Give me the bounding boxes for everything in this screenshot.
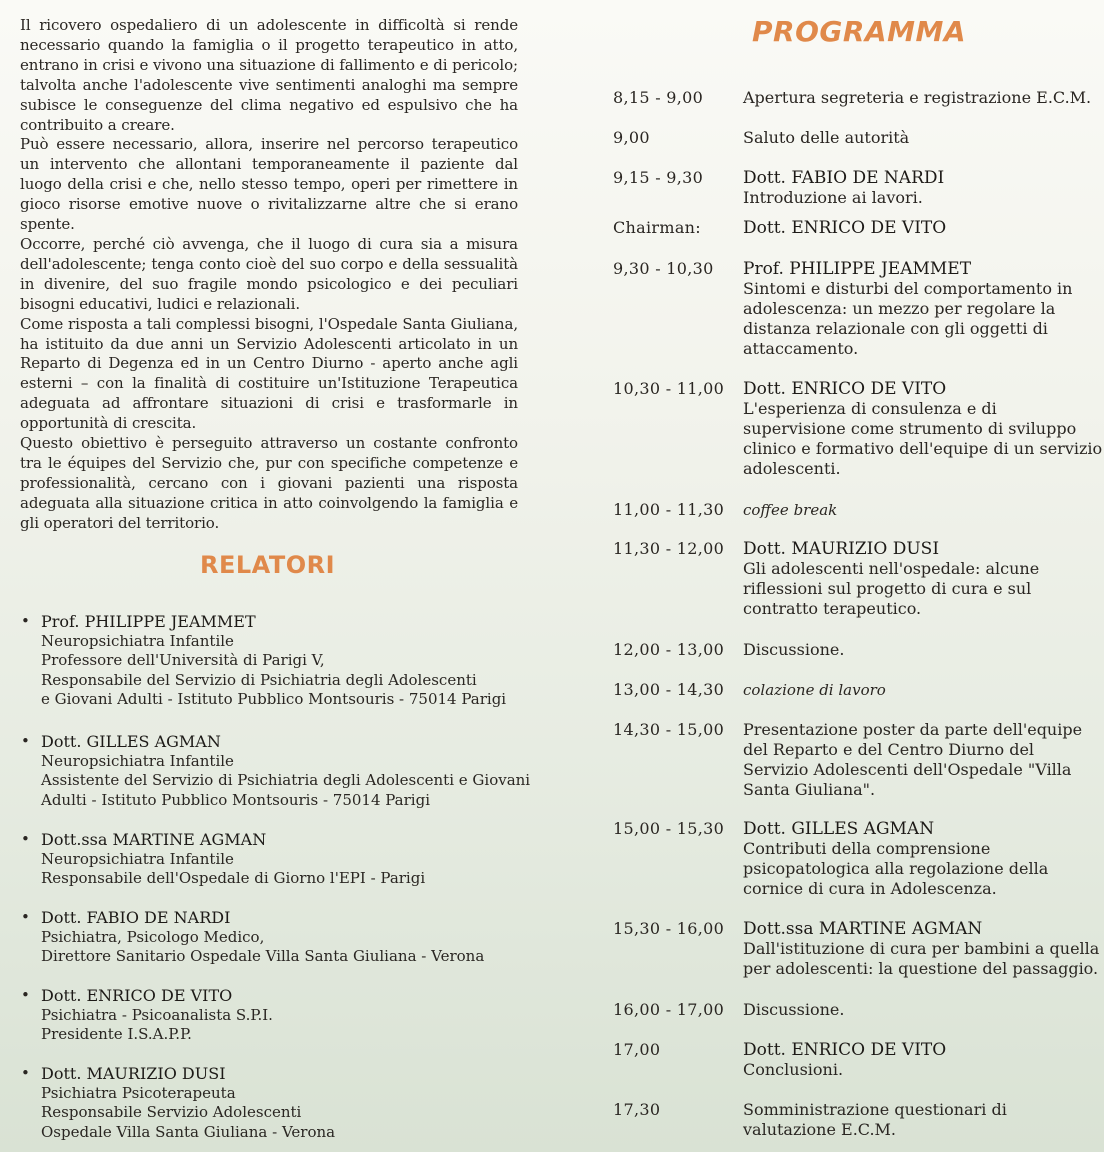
speaker-detail: e Giovani Adulti - Istituto Pubblico Montsouris - 75014 Parigi bbox=[41, 690, 507, 708]
intro-text bbox=[20, 16, 518, 534]
speaker-detail: Assistente del Servizio di Psichiatria degli Adolescenti e Giovani bbox=[41, 771, 531, 789]
program-content bbox=[743, 640, 1104, 660]
speaker-name: Dott. FABIO DE NARDI bbox=[41, 908, 231, 927]
intro-paragraph: Questo obiettivo è perseguito attraverso un costante confronto tra le équipes del Servizio che, pur con specifiche competenze e professionalità, cercano con i giovani pazienti una risposta adeguata alla situazione critica in atto coinvolgendo la famiglia e gli operatori del territorio. bbox=[20, 434, 518, 532]
program-time: 15,00 - 15,30 bbox=[613, 819, 725, 838]
program-description: colazione di lavoro bbox=[743, 681, 886, 699]
program-content bbox=[743, 720, 1104, 800]
program-time: 17,00 bbox=[613, 1040, 661, 1059]
speaker-name: Dott. MAURIZIO DUSI bbox=[41, 1064, 226, 1083]
program-time: 9,00 bbox=[613, 128, 650, 147]
program-description: Gli adolescenti nell'ospedale: alcune riflessioni sul progetto di cura e sul contratto terapeutico. bbox=[743, 559, 1040, 618]
program-content bbox=[743, 88, 1104, 108]
program-time: 11,30 - 12,00 bbox=[613, 539, 725, 558]
program-content bbox=[743, 379, 1104, 479]
intro-paragraph: Può essere necessario, allora, inserire nel percorso terapeutico un intervento che allontani temporaneamente il paziente dal luogo della crisi e che, nello stesso tempo, operi per rimettere in gioco risorse emotive nuove o rivitalizzarne altre che si erano spente. bbox=[20, 135, 518, 234]
program-time: 15,30 - 16,00 bbox=[613, 919, 725, 938]
program-speaker: Dott.ssa MARTINE AGMAN bbox=[743, 919, 983, 939]
speaker-item bbox=[20, 732, 530, 810]
program-time: 13,00 - 14,30 bbox=[613, 680, 725, 699]
program-description: Presentazione poster da parte dell'equipe del Reparto e del Centro Diurno del Servizio Adolescenti dell'Ospedale "Villa Santa Giuliana". bbox=[743, 720, 1083, 799]
program-content bbox=[743, 218, 1104, 238]
program-speaker: Prof. PHILIPPE JEAMMET bbox=[743, 259, 972, 279]
intro-paragraph: Come risposta a tali complessi bisogni, l'Ospedale Santa Giuliana, ha istituito da due anni un Servizio Adolescenti articolato in un Reparto di Degenza ed in un Centro Diurno - aperto anche agli esterni – con la finalità di costituire un'Istituzione Terapeutica adeguata ad affrontare situazioni di crisi e trasformarle in opportunità di crescita. bbox=[20, 314, 518, 433]
program-content bbox=[743, 128, 1104, 148]
program-speaker: Dott. ENRICO DE VITO bbox=[743, 379, 947, 399]
program-content bbox=[743, 819, 1104, 899]
speaker-detail: Responsabile del Servizio di Psichiatria degli Adolescenti bbox=[41, 670, 477, 689]
speaker-detail: Psichiatra Psicoterapeuta bbox=[41, 1083, 236, 1102]
speaker-detail: Professore dell'Università di Parigi V, bbox=[41, 651, 325, 669]
program-time: 14,30 - 15,00 bbox=[613, 720, 725, 739]
program-time: 16,00 - 17,00 bbox=[613, 1000, 725, 1019]
program-description: Introduzione ai lavori. bbox=[743, 188, 923, 207]
program-speaker: Dott. GILLES AGMAN bbox=[743, 819, 935, 839]
program-description: L'esperienza di consulenza e di supervisione come strumento di sviluppo clinico e formativo dell'equipe di un servizio adolescenti. bbox=[743, 399, 1103, 478]
speaker-detail: Ospedale Villa Santa Giuliana - Verona bbox=[41, 1122, 336, 1141]
program-content bbox=[743, 1000, 1104, 1020]
intro-paragraph: Occorre, perché ciò avvenga, che il luogo di cura sia a misura dell'adolescente; tenga conto cioè del suo corpo e della sessualità in divenire, del suo fragile mondo psicologico e dei peculiari bisogni educativi, ludici e relazionali. bbox=[20, 234, 518, 313]
intro-section bbox=[20, 16, 518, 534]
speaker-detail: Neuropsichiatra Infantile bbox=[41, 631, 234, 650]
speaker-item bbox=[20, 908, 484, 967]
bullet-icon: • bbox=[21, 1064, 30, 1082]
speaker-detail: Presidente I.S.A.P.P. bbox=[41, 1025, 192, 1043]
program-description: Discussione. bbox=[743, 1000, 845, 1019]
program-description: coffee break bbox=[743, 501, 838, 519]
speaker-detail: Responsabile dell'Ospedale di Giorno l'EPI - Parigi bbox=[41, 869, 426, 887]
bullet-icon: • bbox=[21, 732, 30, 750]
program-time: 10,30 - 11,00 bbox=[613, 379, 725, 398]
bullet-icon: • bbox=[21, 908, 30, 926]
program-content bbox=[743, 919, 1104, 979]
program-speaker: Dott. ENRICO DE VITO bbox=[743, 218, 947, 238]
program-description: Contributi della comprensione psicopatologica alla regolazione della cornice di cura in Adolescenza. bbox=[743, 839, 1049, 898]
speaker-item bbox=[20, 830, 425, 889]
program-content bbox=[743, 680, 1104, 700]
program-schedule bbox=[613, 0, 1104, 1152]
program-content bbox=[743, 1040, 1104, 1080]
speaker-detail: Adulti - Istituto Pubblico Montsouris - 75014 Parigi bbox=[41, 790, 430, 809]
program-content bbox=[743, 500, 1104, 520]
speaker-name: Dott. ENRICO DE VITO bbox=[41, 986, 233, 1005]
program-description: Apertura segreteria e registrazione E.C.M. bbox=[743, 88, 1092, 107]
speaker-item bbox=[20, 1064, 335, 1142]
bullet-icon: • bbox=[21, 830, 30, 848]
program-description: Conclusioni. bbox=[743, 1060, 844, 1079]
speaker-name: Dott. GILLES AGMAN bbox=[41, 732, 221, 751]
relatori-heading: RELATORI bbox=[200, 551, 336, 579]
program-description: Dall'istituzione di cura per bambini a quella per adolescenti: la questione del passaggio. bbox=[743, 939, 1100, 978]
program-time: 12,00 - 13,00 bbox=[613, 640, 725, 659]
program-time: 9,30 - 10,30 bbox=[613, 259, 714, 278]
program-speaker: Dott. FABIO DE NARDI bbox=[743, 168, 945, 188]
program-content bbox=[743, 168, 1104, 208]
speaker-detail: Neuropsichiatra Infantile bbox=[41, 751, 234, 770]
program-time: Chairman: bbox=[613, 218, 701, 237]
program-description: Somministrazione questionari di valutazione E.C.M. bbox=[743, 1100, 1007, 1139]
program-content bbox=[743, 539, 1104, 619]
program-description: Sintomi e disturbi del comportamento in adolescenza: un mezzo per regolare la distanza relazionale con gli oggetti di attaccamento. bbox=[743, 279, 1073, 358]
speaker-detail: Direttore Sanitario Ospedale Villa Santa Giuliana - Verona bbox=[41, 947, 485, 965]
program-time: 17,30 bbox=[613, 1100, 661, 1119]
program-content bbox=[743, 1100, 1104, 1140]
speaker-detail: Psichiatra, Psicologo Medico, bbox=[41, 927, 265, 946]
program-speaker: Dott. ENRICO DE VITO bbox=[743, 1040, 947, 1060]
program-speaker: Dott. MAURIZIO DUSI bbox=[743, 539, 940, 559]
program-description: Discussione. bbox=[743, 640, 845, 659]
program-content bbox=[743, 259, 1104, 359]
speaker-name: Dott.ssa MARTINE AGMAN bbox=[41, 830, 267, 849]
speaker-name: Prof. PHILIPPE JEAMMET bbox=[41, 612, 256, 631]
bullet-icon: • bbox=[21, 986, 30, 1004]
program-time: 8,15 - 9,00 bbox=[613, 88, 704, 107]
speaker-item bbox=[20, 986, 273, 1045]
intro-paragraph: Il ricovero ospedaliero di un adolescente in difficoltà si rende necessario quando la famiglia o il progetto terapeutico in atto, entrano in crisi e vivono una situazione di fallimento e di pericolo; talvolta anche l'adolescente vive sentimenti analoghi ma sempre subisce le conseguenze del clima negativo ed espulsivo che ha contribuito a creare. bbox=[20, 16, 518, 134]
speaker-detail: Responsabile Servizio Adolescenti bbox=[41, 1103, 302, 1121]
bullet-icon: • bbox=[21, 612, 30, 630]
program-time: 9,15 - 9,30 bbox=[613, 168, 704, 187]
program-time: 11,00 - 11,30 bbox=[613, 500, 725, 519]
speaker-item bbox=[20, 612, 506, 710]
programma-heading: PROGRAMMA bbox=[752, 15, 966, 48]
speaker-detail: Neuropsichiatra Infantile bbox=[41, 849, 234, 868]
program-description: Saluto delle autorità bbox=[743, 128, 910, 147]
speaker-detail: Psichiatra - Psicoanalista S.P.I. bbox=[41, 1005, 273, 1024]
